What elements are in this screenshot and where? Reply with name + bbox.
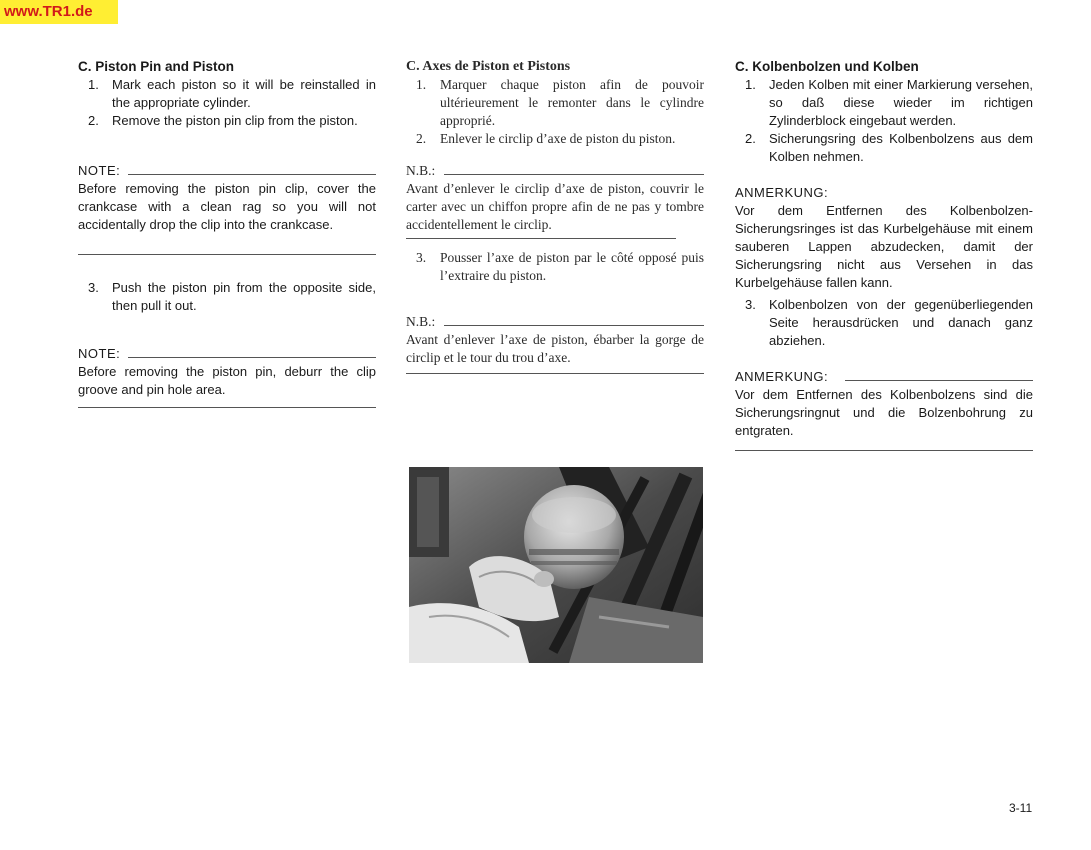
note-label: ANMERKUNG: xyxy=(735,185,829,200)
note-rule xyxy=(444,325,704,326)
note-rule xyxy=(128,357,376,358)
step-text: Sicherungsring des Kolbenbolzens aus dem Kolben nehmen. xyxy=(769,131,1033,164)
note-title xyxy=(406,162,704,180)
note-label: N.B.: xyxy=(406,314,436,329)
section-heading: C. Axes de Piston et Pistons xyxy=(406,59,571,74)
note-title xyxy=(735,184,1033,202)
step-text: Remove the piston pin clip from the piston. xyxy=(112,113,358,128)
steps-list xyxy=(735,76,1033,166)
french-column xyxy=(406,58,704,374)
note-text: Avant d’enlever le circlip d’axe de piston, couvrir le carter avec un chiffon propre afin de ne pas y tombre accidentellement le circlip. xyxy=(406,181,704,232)
note-rule xyxy=(444,174,704,175)
steps-list xyxy=(78,76,376,130)
step-number: 2. xyxy=(416,131,427,146)
note-text: Before removing the piston pin, deburr the clip groove and pin hole area. xyxy=(78,364,376,397)
note-label: N.B.: xyxy=(406,163,436,178)
step-number: 1. xyxy=(88,77,99,92)
step-item xyxy=(406,249,704,285)
step-item xyxy=(78,112,376,130)
german-column xyxy=(735,58,1033,451)
step-item xyxy=(735,76,1033,130)
note-title xyxy=(735,368,1033,386)
step-number: 3. xyxy=(745,297,756,312)
piston-pin-removal-photo xyxy=(409,467,703,663)
page-number: 3-11 xyxy=(1009,801,1033,815)
steps-list xyxy=(406,76,704,148)
note-end-rule xyxy=(735,450,1033,451)
step-number: 1. xyxy=(745,77,756,92)
step-text: Mark each piston so it will be reinstalled in the appropriate cylinder. xyxy=(112,77,376,110)
note-text: Vor dem Entfernen des Kolbenbolzens sind die Sicherungsringnut und die Bolzenbohrung zu entgraten. xyxy=(735,387,1033,438)
note-title xyxy=(78,345,376,363)
step-item xyxy=(406,130,704,148)
note-label: NOTE: xyxy=(78,346,121,361)
step-text: Enlever le circlip d’axe de piston du piston. xyxy=(440,131,676,146)
step-number: 3. xyxy=(416,250,427,265)
step-text: Push the piston pin from the opposite side, then pull it out. xyxy=(112,280,376,313)
step-text: Pousser l’axe de piston par le côté opposé puis l’extraire du piston. xyxy=(440,250,704,283)
step-item xyxy=(735,130,1033,166)
photo-illustration xyxy=(409,467,703,663)
step-item xyxy=(78,279,376,315)
site-watermark: www.TR1.de xyxy=(0,0,118,24)
steps-list xyxy=(78,279,376,315)
step-text: Kolbenbolzen von der gegenüberliegenden Seite herausdrücken und danach ganz abziehen. xyxy=(769,297,1033,348)
note-title xyxy=(78,162,376,180)
step-item xyxy=(78,76,376,112)
note-text: Before removing the piston pin clip, cover the crankcase with a clean rag so you will not accidentally drop the clip into the crankcase. xyxy=(78,181,376,232)
step-number: 2. xyxy=(745,131,756,146)
steps-list xyxy=(735,296,1033,350)
step-text: Jeden Kolben mit einer Markierung versehen, so daß diese wieder im richtigen Zylinderblock eingebaut werden. xyxy=(769,77,1033,128)
section-heading: C. Kolbenbolzen und Kolben xyxy=(735,59,919,74)
english-column xyxy=(78,58,376,408)
note-text: Avant d’enlever l’axe de piston, ébarber la gorge de circlip et le tour du trou d’axe. xyxy=(406,332,704,365)
steps-list xyxy=(406,249,704,285)
note-label: NOTE: xyxy=(78,163,121,178)
section-heading: C. Piston Pin and Piston xyxy=(78,59,235,74)
step-number: 1. xyxy=(416,77,427,92)
note-rule xyxy=(845,380,1033,381)
note-rule xyxy=(128,174,376,175)
step-number: 2. xyxy=(88,113,99,128)
note-label: ANMERKUNG: xyxy=(735,369,829,384)
note-title xyxy=(406,313,704,331)
note-text: Vor dem Entfernen des Kolbenbolzen-Sicherungsringes ist das Kurbelgehäuse mit einem sauberen Lappen abzudecken, damit der Sicherungsring nicht aus Versehen in das Kurbelgehäuse fallen kann. xyxy=(735,203,1033,290)
step-number: 3. xyxy=(88,280,99,295)
step-item xyxy=(735,296,1033,350)
step-item xyxy=(406,76,704,130)
step-text: Marquer chaque piston afin de pouvoir ultérieurement le remonter dans le cylindre approprié. xyxy=(440,77,704,128)
note-end-rule xyxy=(406,373,704,374)
note-end-rule xyxy=(78,407,376,408)
